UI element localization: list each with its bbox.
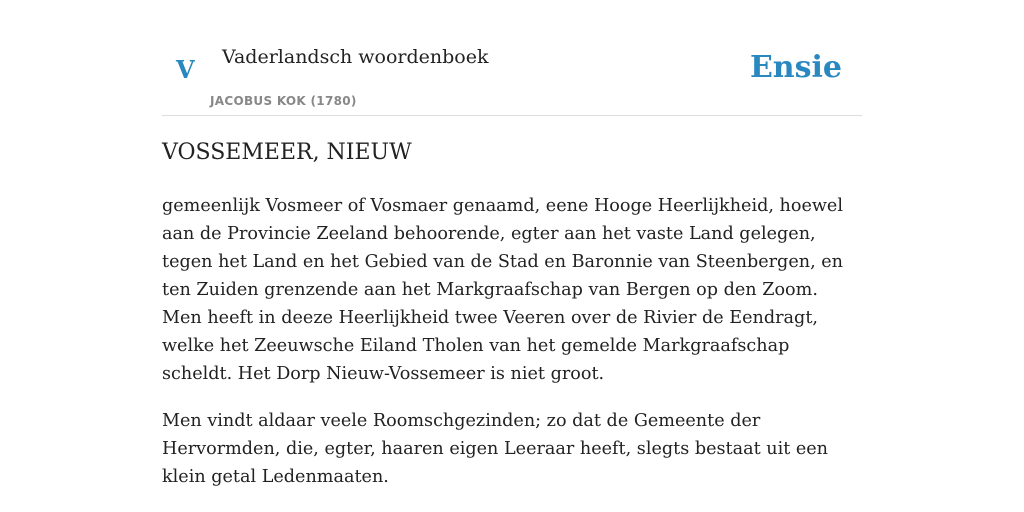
brand-logo-link[interactable]: Ensie (749, 50, 842, 85)
book-letter-icon[interactable]: V (176, 55, 195, 84)
header (162, 0, 862, 116)
entry-paragraph: Men vindt aldaar veele Roomschgezinden; zo dat de Gemeente der Hervormden, die, egter, haaren eigen Leeraar heeft, slegts bestaat uit een klein getal Ledenmaaten. (162, 411, 829, 487)
entry-title: VOSSEMEER, NIEUW (162, 140, 412, 165)
book-author: JACOBUS KOK (1780) (210, 94, 357, 108)
page (162, 0, 862, 487)
book-title-link[interactable]: Vaderlandsch woordenboek (222, 46, 489, 68)
entry-body (162, 192, 862, 510)
entry-paragraph: gemeenlijk Vosmeer of Vosmaer genaamd, eene Hooge Heerlijkheid, hoewel aan de Provincie Zeeland behoorende, egter aan het vaste Land gelegen, tegen het Land en het Gebied van de Stad en Baronnie van Steenbergen, en ten Zuiden grenzende aan het Markgraafschap van Bergen op den Zoom. Men heeft in deeze Heerlijkheid twee Veeren over de Rivier de Eendragt, welke het Zeeuwsche Eiland Tholen van het gemelde Markgraafschap scheldt. Het Dorp Nieuw-Vossemeer is niet groot. (162, 196, 843, 384)
